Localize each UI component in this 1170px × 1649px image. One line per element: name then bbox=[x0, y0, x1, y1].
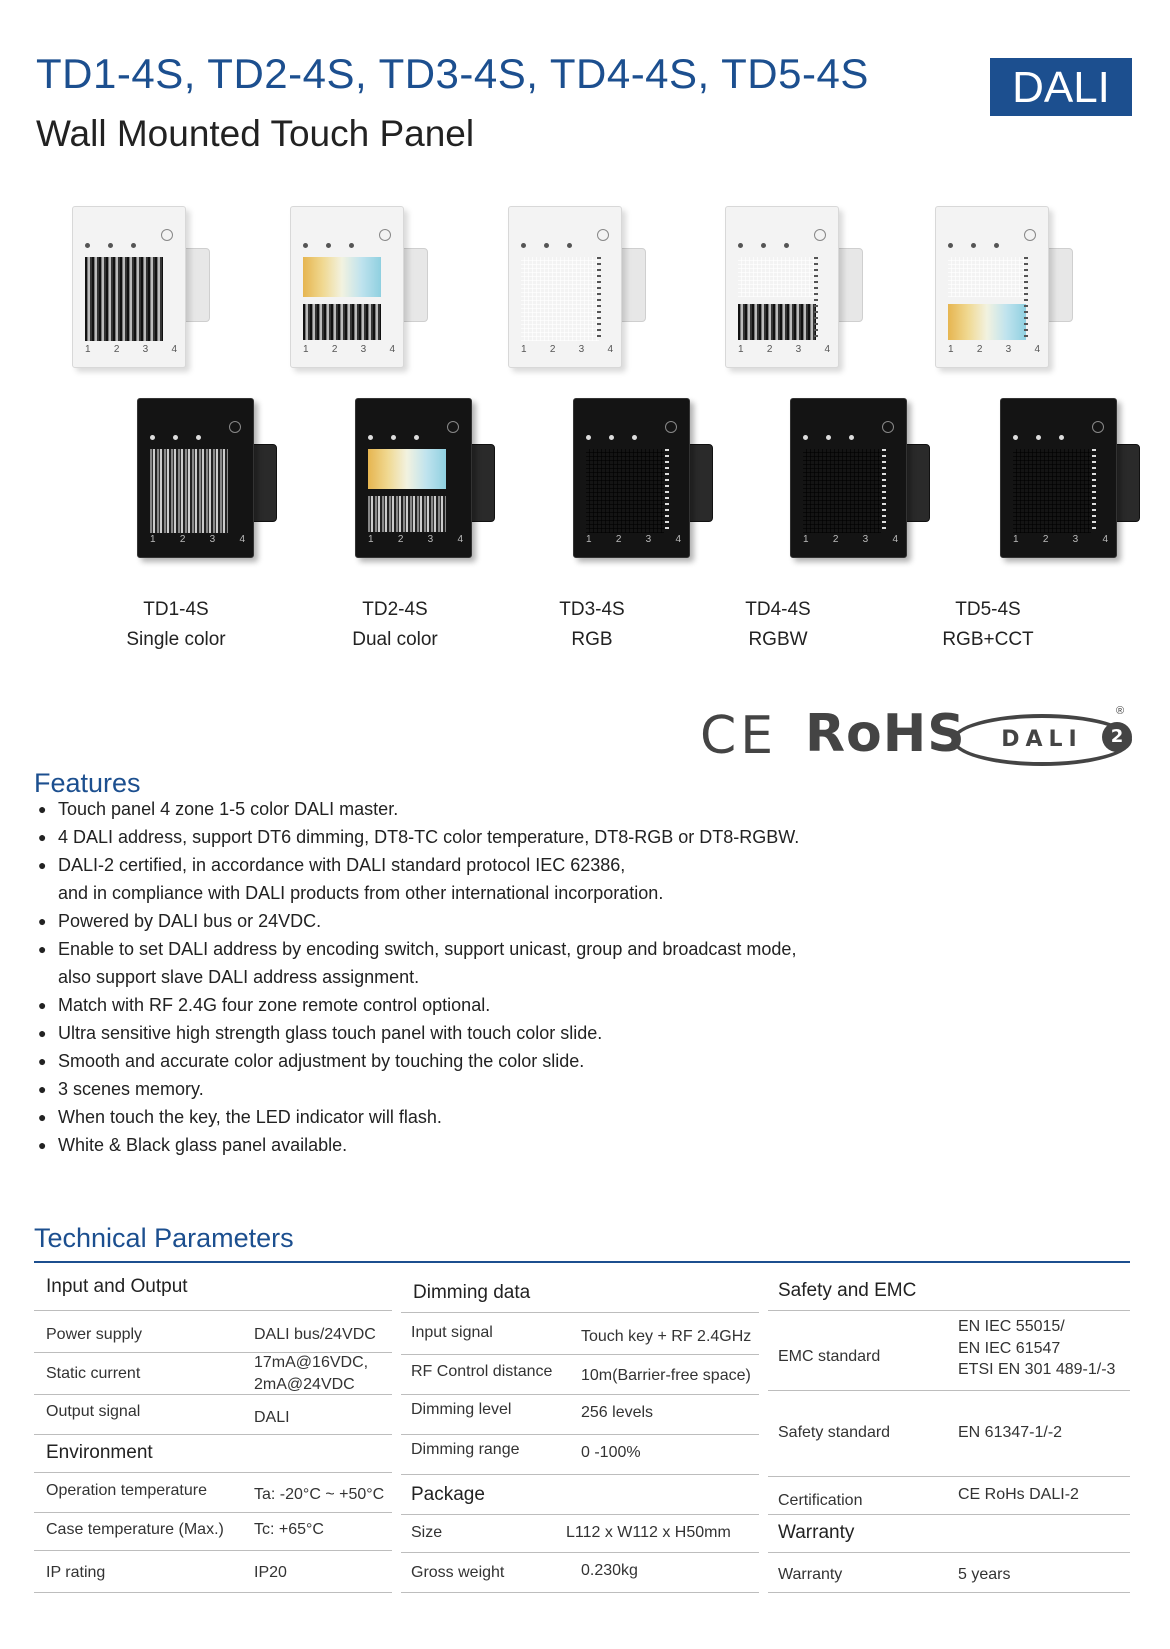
divider bbox=[401, 1312, 759, 1313]
vertical-slide bbox=[1024, 257, 1028, 341]
zone-key: 2 bbox=[976, 344, 983, 355]
zone-key: 3 bbox=[645, 534, 652, 545]
param-key: Safety standard bbox=[778, 1424, 891, 1441]
dimming-title: Dimming data bbox=[413, 1282, 531, 1303]
zone-keys bbox=[303, 344, 395, 355]
param-key: RF Control distance bbox=[411, 1363, 553, 1380]
feature-item: ● Touch panel 4 zone 1-5 color DALI master. bbox=[36, 795, 1096, 823]
param-key: Power supply bbox=[46, 1326, 143, 1343]
zone-key: 1 bbox=[586, 534, 592, 545]
zone-keys bbox=[521, 344, 613, 355]
feature-item: and in compliance with DALI products from other international incorporation. bbox=[58, 883, 664, 903]
zone-keys bbox=[803, 534, 898, 545]
panel-glass-face bbox=[290, 206, 404, 368]
param-key: Size bbox=[411, 1524, 443, 1541]
divider bbox=[768, 1476, 1130, 1477]
param-value: ETSI EN 301 489-1/-3 bbox=[958, 1361, 1116, 1378]
param-key: Case temperature (Max.) bbox=[46, 1521, 224, 1538]
param-value: Ta: -20°C ~ +50°C bbox=[254, 1486, 385, 1503]
product-caption-1: TD1-4S Single color bbox=[126, 599, 226, 650]
param-key: Gross weight bbox=[411, 1564, 505, 1581]
feature-item: ● Enable to set DALI address by encoding switch, support unicast, group and broadcast mode, bbox=[36, 935, 1096, 963]
zone-key: 3 bbox=[209, 534, 216, 545]
zone-key: 1 bbox=[303, 344, 309, 355]
divider bbox=[401, 1354, 759, 1355]
power-icon bbox=[1092, 421, 1104, 433]
zone-key: 1 bbox=[368, 534, 374, 545]
io-title: Input and Output bbox=[46, 1276, 188, 1297]
zone-key: 4 bbox=[457, 534, 463, 545]
panel-glass-face bbox=[725, 206, 839, 368]
color-slide bbox=[150, 449, 228, 533]
zone-key: 3 bbox=[1005, 344, 1012, 355]
touch-panel-black-4 bbox=[790, 398, 924, 560]
zone-key: 3 bbox=[360, 344, 367, 355]
param-value: L112 x W112 x H50mm bbox=[566, 1524, 731, 1541]
panel-glass-face bbox=[137, 398, 254, 558]
zone-key: 3 bbox=[427, 534, 434, 545]
param-value: 0.230kg bbox=[581, 1562, 638, 1579]
zone-key: 4 bbox=[1102, 534, 1108, 545]
feature-item: ● 4 DALI address, support DT6 dimming, DT8-TC color temperature, DT8-RGB or DT8-RGBW. bbox=[36, 823, 1096, 851]
touch-panel-black-2 bbox=[355, 398, 489, 560]
param-key: Static current bbox=[46, 1365, 141, 1382]
dali2-logo: DALI 2 bbox=[952, 714, 1132, 766]
zone-key: 2 bbox=[113, 344, 120, 355]
zone-key: 1 bbox=[85, 344, 91, 355]
tech-title: Technical Parameters bbox=[34, 1223, 294, 1253]
divider bbox=[768, 1514, 1130, 1515]
feature-item: ● Match with RF 2.4G four zone remote control optional. bbox=[36, 991, 1096, 1019]
power-icon bbox=[379, 229, 391, 241]
panel-glass-face bbox=[72, 206, 186, 368]
feature-item: ● DALI-2 certified, in accordance with DALI standard protocol IEC 62386, bbox=[36, 851, 1096, 879]
panel-glass-face bbox=[935, 206, 1049, 368]
param-key: EMC standard bbox=[778, 1348, 881, 1365]
zone-key: 2 bbox=[1042, 534, 1049, 545]
zone-indicator-dots bbox=[738, 235, 826, 247]
zone-key: 1 bbox=[738, 344, 744, 355]
color-slide bbox=[521, 257, 599, 341]
touch-panel-white-3 bbox=[508, 206, 642, 368]
zone-indicator-dots bbox=[1013, 427, 1104, 439]
zone-key: 2 bbox=[766, 344, 773, 355]
param-key: Warranty bbox=[778, 1566, 843, 1583]
zone-key: 4 bbox=[239, 534, 245, 545]
zone-keys bbox=[150, 534, 245, 545]
param-key: Dimming level bbox=[411, 1401, 512, 1418]
product-caption-5: TD5-4S RGB+CCT bbox=[942, 599, 1034, 650]
color-slide bbox=[948, 257, 1026, 297]
power-icon bbox=[447, 421, 459, 433]
zone-key: 4 bbox=[171, 344, 177, 355]
divider bbox=[34, 1472, 392, 1473]
divider bbox=[34, 1310, 392, 1311]
zone-key: 1 bbox=[1013, 534, 1019, 545]
registered-mark: ® bbox=[1116, 705, 1125, 717]
param-value: IP20 bbox=[254, 1564, 287, 1581]
param-value: EN IEC 61547 bbox=[958, 1340, 1061, 1357]
zone-key: 2 bbox=[179, 534, 186, 545]
zone-key: 2 bbox=[832, 534, 839, 545]
feature-item: ● Powered by DALI bus or 24VDC. bbox=[36, 907, 1096, 935]
param-key: Operation temperature bbox=[46, 1482, 207, 1499]
vertical-slide bbox=[882, 449, 886, 533]
vertical-slide bbox=[814, 257, 818, 341]
zone-key: 1 bbox=[150, 534, 156, 545]
zone-key: 2 bbox=[397, 534, 404, 545]
divider bbox=[34, 1352, 392, 1353]
zone-indicator-dots bbox=[368, 427, 459, 439]
power-icon bbox=[597, 229, 609, 241]
divider bbox=[768, 1552, 1130, 1553]
param-value: EN 61347-1/-2 bbox=[958, 1424, 1063, 1441]
param-key: Input signal bbox=[411, 1324, 493, 1341]
zone-key: 3 bbox=[578, 344, 585, 355]
vertical-slide bbox=[1092, 449, 1096, 533]
divider bbox=[401, 1552, 759, 1553]
zone-key: 4 bbox=[675, 534, 681, 545]
power-icon bbox=[229, 421, 241, 433]
zone-key: 4 bbox=[824, 344, 830, 355]
zone-indicator-dots bbox=[521, 235, 609, 247]
power-icon bbox=[1024, 229, 1036, 241]
vertical-slide bbox=[665, 449, 669, 533]
zone-indicator-dots bbox=[803, 427, 894, 439]
param-value: 2mA@24VDC bbox=[254, 1376, 355, 1393]
param-value: DALI bbox=[254, 1409, 290, 1426]
param-key: Certification bbox=[778, 1492, 863, 1509]
brightness-slide bbox=[368, 496, 446, 532]
feature-item: ● 3 scenes memory. bbox=[36, 1075, 1096, 1103]
param-key: Dimming range bbox=[411, 1441, 520, 1458]
divider bbox=[34, 1512, 392, 1513]
color-slide bbox=[803, 449, 881, 533]
product-caption-3: TD3-4S RGB bbox=[559, 599, 625, 650]
zone-keys bbox=[738, 344, 830, 355]
param-value: 10m(Barrier-free space) bbox=[581, 1367, 751, 1384]
panel-glass-face bbox=[508, 206, 622, 368]
zone-key: 3 bbox=[795, 344, 802, 355]
zone-key: 1 bbox=[948, 344, 954, 355]
divider bbox=[401, 1474, 759, 1475]
divider bbox=[401, 1592, 759, 1593]
brightness-slide bbox=[303, 304, 381, 340]
feature-item: also support slave DALI address assignment. bbox=[58, 967, 420, 987]
zone-keys bbox=[85, 344, 177, 355]
param-value: 5 years bbox=[958, 1566, 1011, 1583]
power-icon bbox=[161, 229, 173, 241]
param-value: EN IEC 55015/ bbox=[958, 1318, 1065, 1335]
param-value: Tc: +65°C bbox=[254, 1521, 324, 1538]
product-caption-4: TD4-4S RGBW bbox=[745, 599, 811, 650]
touch-panel-white-1 bbox=[72, 206, 206, 368]
color-slide bbox=[1013, 449, 1091, 533]
zone-indicator-dots bbox=[948, 235, 1036, 247]
features-list bbox=[36, 795, 1096, 1159]
panel-glass-face bbox=[790, 398, 907, 558]
page-subtitle: Wall Mounted Touch Panel bbox=[36, 113, 475, 154]
divider bbox=[401, 1514, 759, 1515]
touch-panel-black-3 bbox=[573, 398, 707, 560]
touch-panel-white-4 bbox=[725, 206, 859, 368]
divider bbox=[768, 1390, 1130, 1391]
param-value: Touch key + RF 2.4GHz bbox=[581, 1328, 752, 1345]
panel-glass-face bbox=[573, 398, 690, 558]
divider bbox=[768, 1592, 1130, 1593]
zone-key: 3 bbox=[142, 344, 149, 355]
color-slide bbox=[738, 257, 816, 297]
divider bbox=[768, 1310, 1130, 1311]
panel-glass-face bbox=[355, 398, 472, 558]
power-icon bbox=[665, 421, 677, 433]
zone-key: 3 bbox=[1072, 534, 1079, 545]
param-key: IP rating bbox=[46, 1564, 106, 1581]
power-icon bbox=[814, 229, 826, 241]
zone-keys bbox=[586, 534, 681, 545]
zone-key: 2 bbox=[615, 534, 622, 545]
color-slide bbox=[368, 449, 446, 489]
zone-keys bbox=[368, 534, 463, 545]
touch-panel-black-1 bbox=[137, 398, 271, 560]
feature-item: ● Smooth and accurate color adjustment by touching the color slide. bbox=[36, 1047, 1096, 1075]
zone-key: 2 bbox=[331, 344, 338, 355]
zone-key: 1 bbox=[803, 534, 809, 545]
touch-panel-black-5 bbox=[1000, 398, 1134, 560]
zone-indicator-dots bbox=[150, 427, 241, 439]
safety-title: Safety and EMC bbox=[778, 1280, 917, 1301]
panel-glass-face bbox=[1000, 398, 1117, 558]
divider bbox=[34, 1394, 392, 1395]
divider bbox=[401, 1394, 759, 1395]
param-key: Output signal bbox=[46, 1403, 141, 1420]
param-value: 256 levels bbox=[581, 1404, 654, 1421]
ce-mark: CE bbox=[700, 706, 778, 766]
zone-key: 4 bbox=[607, 344, 613, 355]
param-value: DALI bus/24VDC bbox=[254, 1326, 376, 1343]
zone-indicator-dots bbox=[85, 235, 173, 247]
zone-keys bbox=[948, 344, 1040, 355]
feature-item: ● When touch the key, the LED indicator will flash. bbox=[36, 1103, 1096, 1131]
color-slide bbox=[303, 257, 381, 297]
page-title: TD1-4S, TD2-4S, TD3-4S, TD4-4S, TD5-4S bbox=[36, 50, 869, 97]
divider bbox=[34, 1550, 392, 1551]
warranty-title: Warranty bbox=[778, 1522, 855, 1543]
divider bbox=[401, 1434, 759, 1435]
vertical-slide bbox=[597, 257, 601, 341]
feature-item: ● Ultra sensitive high strength glass touch panel with touch color slide. bbox=[36, 1019, 1096, 1047]
divider bbox=[34, 1434, 392, 1435]
brightness-slide bbox=[738, 304, 816, 340]
dali-badge: DALI bbox=[990, 58, 1132, 116]
features-title: Features bbox=[34, 768, 141, 798]
zone-indicator-dots bbox=[586, 427, 677, 439]
touch-panel-white-2 bbox=[290, 206, 424, 368]
zone-key: 2 bbox=[549, 344, 556, 355]
feature-item: ● White & Black glass panel available. bbox=[36, 1131, 1096, 1159]
divider bbox=[34, 1592, 392, 1593]
zone-key: 4 bbox=[1034, 344, 1040, 355]
zone-key: 3 bbox=[862, 534, 869, 545]
param-value: CE RoHs DALI-2 bbox=[958, 1486, 1079, 1503]
touch-panel-white-5 bbox=[935, 206, 1069, 368]
env-title: Environment bbox=[46, 1442, 153, 1463]
zone-keys bbox=[1013, 534, 1108, 545]
color-slide bbox=[586, 449, 664, 533]
brightness-slide bbox=[948, 304, 1026, 340]
rohs-mark: RoHS bbox=[805, 704, 966, 764]
tech-divider bbox=[34, 1261, 1130, 1263]
param-value: 0 -100% bbox=[581, 1444, 641, 1461]
package-title: Package bbox=[411, 1484, 485, 1505]
color-slide bbox=[85, 257, 163, 341]
param-value: 17mA@16VDC, bbox=[254, 1354, 369, 1371]
zone-indicator-dots bbox=[303, 235, 391, 247]
product-caption-2: TD2-4S Dual color bbox=[352, 599, 438, 650]
zone-key: 4 bbox=[892, 534, 898, 545]
zone-key: 4 bbox=[389, 344, 395, 355]
power-icon bbox=[882, 421, 894, 433]
zone-key: 1 bbox=[521, 344, 527, 355]
